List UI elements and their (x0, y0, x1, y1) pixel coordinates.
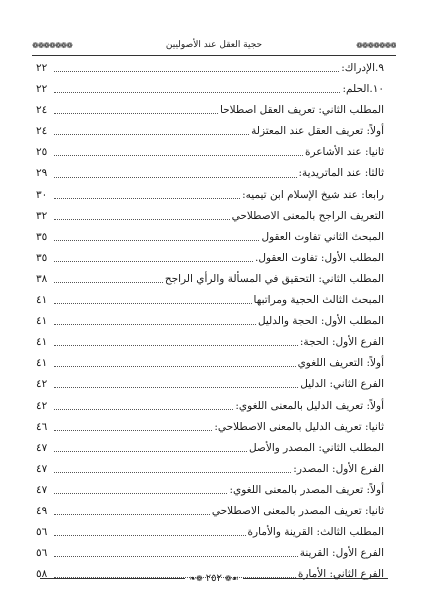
toc-entry-page: ٤٧ (36, 441, 48, 454)
toc-entry-title: الفرع الثاني: الأمارة (297, 568, 384, 581)
toc-entry-title: الفرع الثاني: الدليل (300, 378, 384, 391)
toc-entry-title: ثانيا: تعريف المصدر بالمعنى الاصطلاحي (211, 504, 384, 517)
toc-entry (36, 417, 384, 438)
toc-leader-dots (54, 430, 212, 431)
toc-entry (36, 269, 384, 290)
toc-entry-page: ٢٤ (36, 125, 48, 138)
toc-entry-page: ٣٨ (36, 272, 48, 285)
toc-entry-page: ٢٩ (36, 167, 48, 180)
toc-entry-page: ٢٤ (36, 104, 48, 117)
toc-entry-title: المطلب الثاني: المصدر والأصل (248, 441, 384, 454)
toc-leader-dots (54, 282, 163, 283)
toc-entry-title: أولاً: التعريف اللغوي (297, 357, 384, 370)
toc-entry-page: ٤٩ (36, 504, 48, 517)
header-ornament-left: ❁❁❁❁❁❁❁ (32, 40, 72, 50)
toc-entry-page: ٥٦ (36, 547, 48, 560)
footer-ornament-left: ❧❁ (189, 573, 203, 583)
toc-leader-dots (54, 472, 291, 473)
toc-entry-page: ٤١ (36, 336, 48, 349)
toc-entry-page: ٢٥ (36, 146, 48, 159)
toc-entry-title: ثانيا: تعريف الدليل بالمعنى الاصطلاحي: (214, 420, 384, 433)
toc-entry-title: أولاً: تعريف العقل عند المعتزلة (251, 125, 384, 138)
toc-entry (36, 100, 384, 121)
toc-leader-dots (54, 345, 298, 346)
toc-entry-page: ٢٢ (36, 62, 48, 74)
page-number: ٢٥٢ (205, 572, 222, 584)
toc-entry (36, 459, 384, 480)
toc-leader-dots (54, 535, 246, 536)
toc-entry-title: أولاً: تعريف الدليل بالمعنى اللغوي: (235, 399, 384, 412)
toc-leader-dots (54, 198, 240, 199)
toc-entry-title: المطلب الثالث: القرينة والأمارة (247, 526, 384, 539)
toc-leader-dots (54, 514, 210, 515)
toc-entry (36, 522, 384, 543)
toc-entry-title: التعريف الراجح بالمعنى الاصطلاحي (231, 209, 384, 222)
toc-entry-page: ٤٧ (36, 462, 48, 475)
toc-entry-page: ٤١ (36, 294, 48, 307)
toc-entry-title: ٩.الإدراك: (341, 62, 384, 74)
toc-entry-page: ٤١ (36, 357, 48, 370)
toc-entry-title: المطلب الأول: تفاوت العقول. (254, 251, 384, 264)
toc-entry (36, 374, 384, 395)
toc-entry-page: ٣٠ (36, 188, 48, 201)
toc-entry-page: ٤١ (36, 315, 48, 328)
toc-entry (36, 79, 384, 100)
toc-entry (36, 396, 384, 417)
toc-entry (36, 185, 384, 206)
toc-leader-dots (54, 366, 296, 367)
toc-leader-dots (54, 556, 298, 557)
toc-entry (36, 227, 384, 248)
toc-entry (36, 480, 384, 501)
toc-entry-title: الفرع الأول: الحجة: (299, 336, 384, 349)
toc-entry-title: المطلب الأول: الحجة والدليل (257, 315, 384, 328)
toc-leader-dots (54, 324, 256, 325)
toc-entry (36, 121, 384, 142)
toc-leader-dots (54, 409, 233, 410)
toc-entry-page: ٤٢ (36, 399, 48, 412)
toc-entry-title: رابعا: عند شيخ الإسلام ابن تيميه: (242, 188, 384, 201)
table-of-contents (36, 58, 384, 585)
toc-entry (36, 163, 384, 184)
footer-ornament-right: ❁☙ (224, 573, 239, 583)
toc-entry-title: المبحث الثالث الحجية ومراتبها (253, 294, 384, 307)
toc-leader-dots (54, 387, 298, 388)
page-footer (40, 572, 388, 584)
toc-entry-title: المطلب الثاني: تعريف العقل اصطلاحا (219, 104, 384, 117)
toc-entry-page: ٤٦ (36, 420, 48, 433)
toc-leader-dots (54, 493, 227, 494)
toc-entry (36, 353, 384, 374)
toc-entry (36, 543, 384, 564)
toc-entry-page: ٣٢ (36, 209, 48, 222)
toc-entry (36, 311, 384, 332)
toc-leader-dots (54, 71, 339, 72)
toc-entry-page: ٥٨ (36, 568, 48, 581)
toc-leader-dots (54, 451, 247, 452)
toc-leader-dots (54, 219, 230, 220)
toc-entry (36, 58, 384, 79)
page-header (32, 38, 396, 52)
footer-rule-right (243, 578, 388, 579)
toc-entry-page: ٣٥ (36, 251, 48, 264)
toc-entry-title: الفرع الأول: المصدر: (293, 462, 384, 475)
header-ornament-right: ❁❁❁❁❁❁❁ (356, 40, 396, 50)
header-rule (32, 55, 396, 56)
footer-center (185, 573, 242, 584)
footer-rule-left (40, 578, 185, 579)
toc-entry-page: ٣٥ (36, 230, 48, 243)
toc-entry-page: ٥٦ (36, 526, 48, 539)
toc-leader-dots (54, 134, 249, 135)
toc-entry-page: ٢٢ (36, 83, 48, 96)
toc-entry-title: ١٠.الحلم: (342, 83, 384, 96)
toc-entry (36, 206, 384, 227)
toc-leader-dots (54, 113, 218, 114)
toc-entry (36, 248, 384, 269)
toc-leader-dots (54, 155, 303, 156)
toc-entry-title: الفرع الأول: القرينة (299, 547, 384, 560)
toc-entry-title: المبحث الثاني تفاوت العقول (261, 230, 384, 243)
toc-leader-dots (54, 177, 297, 178)
toc-entry (36, 501, 384, 522)
toc-entry (36, 142, 384, 163)
toc-leader-dots (54, 240, 259, 241)
toc-entry-title: المطلب الثاني: التحقيق في المسألة والرأي الراجح (164, 272, 384, 285)
toc-leader-dots (54, 261, 253, 262)
toc-entry (36, 332, 384, 353)
toc-entry (36, 438, 384, 459)
toc-leader-dots (54, 92, 340, 93)
toc-entry-title: ثانيا: عند الأشاعرة (304, 146, 384, 159)
toc-entry-title: ثالثا: عند الماتريدية: (298, 167, 384, 180)
running-title: حجية العقل عند الأصوليين (165, 40, 263, 50)
toc-leader-dots (54, 303, 252, 304)
toc-entry-page: ٤٧ (36, 483, 48, 496)
toc-entry (36, 290, 384, 311)
toc-entry-title: أولاً: تعريف المصدر بالمعنى اللغوي: (229, 483, 384, 496)
toc-entry-page: ٤٢ (36, 378, 48, 391)
